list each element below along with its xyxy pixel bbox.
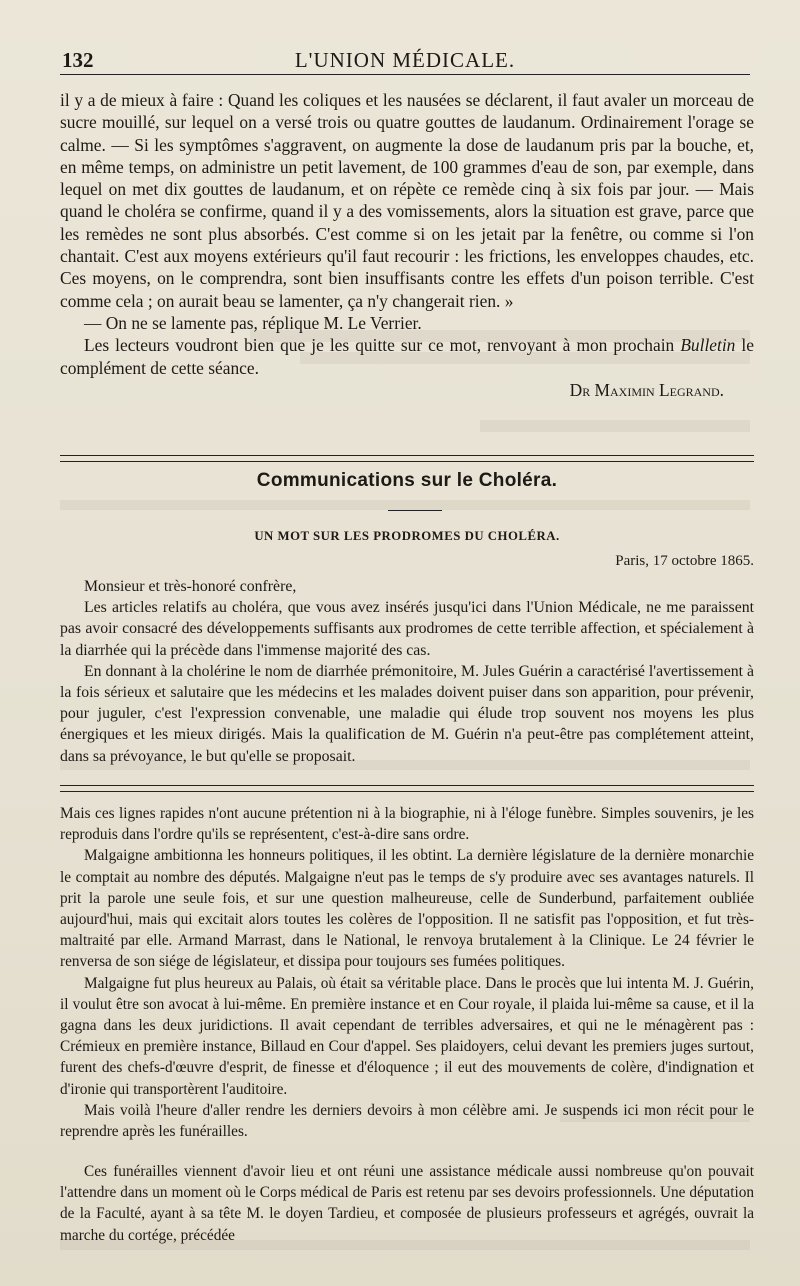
page-number: 132 (62, 48, 94, 72)
paragraph: Ces funérailles viennent d'avoir lieu et ont réuni une assistance médicale aussi nombreuse qu'on pouvait l'attendre dans un moment où le Corps médical de Paris est retenu par ses devoirs professionnels. Une députation de la Faculté, ayant à sa tête M. le doyen Tardieu, et composée de plusieurs professeurs et agrégés, ouvrait la marche du cortége, précédée (60, 1163, 754, 1244)
paragraph: il y a de mieux à faire : Quand les coliques et les nausées se déclarent, il faut avaler un morceau de sucre mouillé, sur lequel on a versé trois ou quatre gouttes de laudanum. Ordinairement l'orage se calme. — Si les symptômes s'aggravent, on augmente la dose de laudanum pris par la bouche, et, en même temps, on administre un petit lavement, de 100 grammes d'eau de son, par exemple, dans lequel on met dix gouttes de laudanum, et on répète ce remède cinq à six fois par jour. — Mais quand le choléra se confirme, quand il y a des vomissements, alors la situation est grave, parce que les remèdes ne sont plus absorbés. C'est comme si on les jetait par la fenêtre, ou comme si l'on chantait. C'est aux moyens extérieurs qu'il faut recourir : les frictions, les enveloppes chaudes, etc. Ces moyens, on le comprendra, sont bien insuffisants contre les effets d'un poison terrible. C'est comme cela ; on aurait beau se lamenter, ça n'y changerait rien. » (60, 90, 754, 311)
dateline: Paris, 17 octobre 1865. (615, 553, 754, 569)
article-body (60, 576, 754, 767)
running-head (60, 46, 750, 75)
bulletin-continuation (60, 89, 754, 401)
salutation: Monsieur et très-honoré confrère, (84, 578, 297, 595)
bulletin-italic: Bulletin (680, 335, 736, 356)
feuilleton-continuation (60, 1161, 754, 1246)
feuilleton-body (60, 803, 754, 1142)
feuilleton-divider (60, 785, 754, 792)
closing-paragraph (60, 334, 754, 379)
paragraph: Malgaigne fut plus heureux au Palais, où était sa véritable place. Dans le procès que lui intenta M. J. Guérin, il voulut être son avocat à lui-même. En première instance et en Cour royale, il plaida lui-même sa cause, et il la gagna dans les deux juridictions. Il avait cependant de terribles adversaires, et qui ne le ménagèrent pas : Crémieux en première instance, Billaud en Cour d'appel. Ses plaidoyers, celui devant les premiers juges surtout, furent des chefs-d'œuvre d'esprit, de finesse et d'éloquence ; il eut des mouvements de colère, d'indignation et d'ironie qui transportèrent l'auditoire. (60, 974, 754, 1098)
paragraph: — On ne se lamente pas, réplique M. Le Verrier. (84, 312, 422, 333)
section-title: Communications sur le Choléra. (256, 470, 558, 491)
paragraph: Mais voilà l'heure d'aller rendre les derniers devoirs à mon célèbre ami. Je suspends ici mon récit pour le reprendre après les funérailles. (60, 1101, 754, 1141)
closing-text-end: le complément de cette séance. (60, 335, 754, 378)
journal-title: L'UNION MÉDICALE. (294, 48, 516, 72)
signature: Dr Maximin Legrand. (569, 379, 724, 400)
section-divider (60, 455, 754, 462)
paragraph: Mais ces lignes rapides n'ont aucune prétention ni à la biographie, ni à l'éloge funèbre. Simples souvenirs, je les reproduis dans l'ordre qu'ils se représentent, c'est-à-dire sans ordre. (60, 805, 754, 844)
closing-text-start: Les lecteurs voudront bien que je les quitte sur ce mot, renvoyant à mon prochain (84, 335, 675, 356)
article-title: UN MOT SUR LES PRODROMES DU CHOLÉRA. (254, 529, 560, 543)
paragraph: Les articles relatifs au choléra, que vous avez insérés jusqu'ici dans l'Union Médicale, ne me paraissent pas avoir consacré des développements suffisants aux prodromes de cette terrible affection, et spécialement à la diarrhée qui la précède dans l'immense majorité des cas. (60, 599, 754, 659)
paragraph: En donnant à la cholérine le nom de diarrhée prémonitoire, M. Jules Guérin a caractérisé l'avertissement à la fois sérieux et salutaire que les médecins et les malades doivent puiser dans son apparition, pour prévenir, pour juguler, c'est l'expression convenable, une maladie qui élude trop souvent nos moyens les plus énergiques et les mieux dirigés. Mais la qualification de M. Guérin n'a peut-être pas complétement atteint, dans sa prévoyance, le but qu'elle se proposait. (60, 662, 754, 765)
title-underline (388, 510, 442, 511)
paragraph: Malgaigne ambitionna les honneurs politiques, il les obtint. La dernière législature de la dernière monarchie le comptait au nombre des députés. Malgaigne n'eut pas le temps de s'y produire avec ses avantages naturels. Il prit la parole une seule fois, et sur une question malheureuse, celle de Sunderbund, parfaitement oubliée aujourd'hui, mais qui excitait alors toutes les colères de l'opposition. Il ne satisfit pas l'opposition, et fut très-maltraité par elle. Armand Marrast, dans le National, le renvoya brutalement à la Clinique. Le 24 février le renversa de son siége de législateur, et dissipa pour toujours ses fumées politiques. (60, 847, 754, 971)
